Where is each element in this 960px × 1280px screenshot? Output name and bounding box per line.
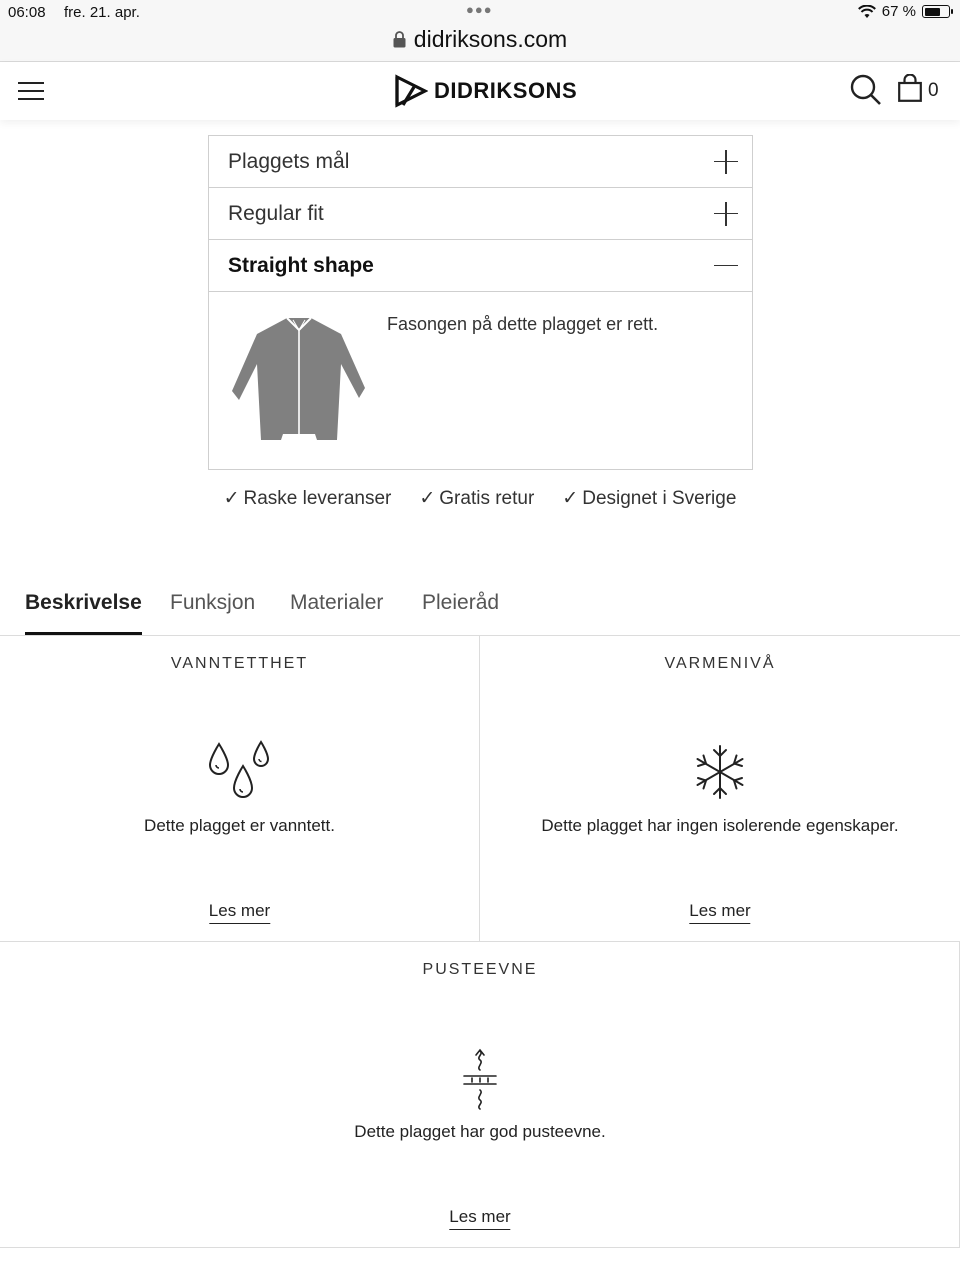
accordion-panel [209, 292, 752, 469]
snowflake-icon [693, 744, 747, 800]
usp-item: ✓ Raske leveranser [223, 488, 392, 509]
status-indicators [858, 3, 950, 20]
feature-title: VARMENIVÅ [664, 655, 776, 672]
battery-level [925, 8, 940, 16]
feature-breathability [0, 942, 960, 1247]
straight-coat-icon [229, 316, 369, 444]
wifi-icon [858, 5, 876, 19]
check-icon: ✓ [419, 488, 436, 509]
status-time: 06:08 [8, 4, 46, 21]
site-header [0, 62, 960, 120]
accordion-item-straight-shape[interactable] [209, 240, 752, 292]
hamburger-line [18, 82, 44, 84]
battery-percent: 67 % [881, 3, 916, 20]
feature-waterproof [0, 636, 479, 941]
plus-icon [714, 150, 738, 174]
usp-row [0, 487, 960, 510]
usp-item: ✓ Designet i Sverige [562, 488, 737, 509]
accordion-item-label: Plaggets mål [228, 149, 350, 173]
feature-description: Dette plagget har ingen isolerende egenskaper. [541, 816, 899, 835]
minus-icon [714, 254, 738, 278]
check-icon: ✓ [223, 488, 240, 509]
usp-item: ✓ Gratis retur [419, 488, 535, 509]
didriksons-logo-icon [394, 74, 428, 108]
accordion-item-label: Straight shape [228, 253, 374, 277]
product-accordion [208, 135, 753, 470]
product-tabs [0, 591, 960, 636]
feature-description: Dette plagget har god pusteevne. [354, 1122, 606, 1141]
shape-description: Fasongen på dette plagget er rett. [387, 314, 659, 334]
lock-icon [393, 31, 406, 48]
divider [0, 1247, 960, 1248]
menu-button[interactable] [18, 82, 44, 100]
feature-warmth [480, 636, 960, 941]
feature-description: Dette plagget er vanntett. [144, 816, 335, 835]
shopping-bag-icon [898, 74, 922, 102]
feature-title: PUSTEEVNE [422, 961, 538, 978]
browser-chrome [0, 0, 960, 62]
address-bar[interactable] [0, 26, 960, 53]
tab-pleierad[interactable]: Pleieråd [422, 591, 500, 614]
read-more-link[interactable]: Les mer [209, 901, 270, 924]
url-text: didriksons.com [413, 26, 568, 52]
read-more-link[interactable]: Les mer [689, 901, 750, 924]
accordion-item-regular-fit[interactable] [209, 188, 752, 240]
status-date: fre. 21. apr. [64, 4, 140, 21]
breathability-icon [462, 1048, 498, 1110]
hamburger-line [18, 98, 44, 100]
logo[interactable] [394, 74, 577, 108]
logo-text: DIDRIKSONS [434, 78, 578, 103]
search-button[interactable] [850, 74, 882, 111]
check-icon: ✓ [562, 488, 579, 509]
tab-materialer[interactable]: Materialer [290, 591, 384, 614]
battery-icon [922, 5, 950, 18]
read-more-link[interactable]: Les mer [449, 1207, 510, 1230]
hamburger-line [18, 90, 44, 92]
feature-title: VANNTETTHET [170, 655, 309, 672]
search-icon [850, 74, 882, 106]
cart-button[interactable] [898, 74, 939, 102]
tab-funksjon[interactable]: Funksjon [170, 591, 256, 614]
tab-beskrivelse[interactable]: Beskrivelse [25, 591, 142, 635]
multitasking-dots-icon[interactable]: ●●● [466, 2, 493, 17]
accordion-item-plaggets-mal[interactable] [209, 136, 752, 188]
plus-icon [714, 202, 738, 226]
accordion-item-label: Regular fit [228, 201, 324, 225]
water-drops-icon [207, 738, 273, 804]
cart-count: 0 [928, 80, 939, 101]
